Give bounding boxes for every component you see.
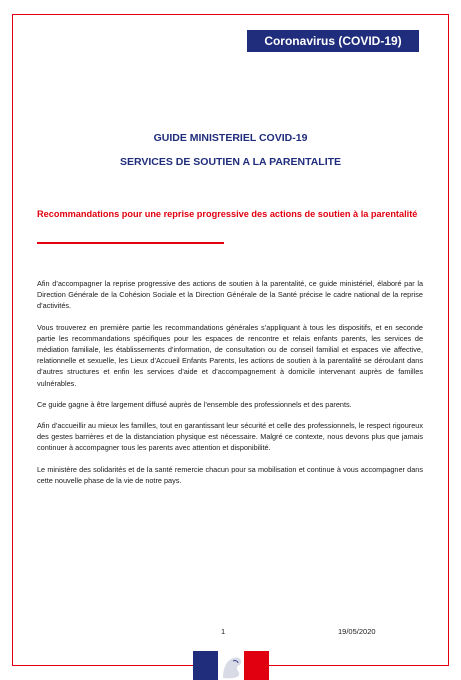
paragraph-1: Afin d’accompagner la reprise progressive des actions de soutien à la parentalité, ce guide ministériel, élaboré par la Direction Générale de la Cohésion Sociale et la Direction Générale de la Santé précise le cadre national de la reprise d’activités.	[37, 279, 423, 311]
document-date: 19/05/2020	[338, 627, 376, 636]
covid-badge-label: Coronavirus (COVID-19)	[264, 34, 402, 48]
title-line-2: SERVICES DE SOUTIEN A LA PARENTALITE	[119, 156, 342, 168]
document-title	[0, 126, 461, 174]
body-text	[37, 278, 423, 496]
section-heading: Recommandations pour une reprise progressive des actions de soutien à la parentalité	[37, 209, 418, 219]
title-line-1: GUIDE MINISTERIEL COVID-19	[153, 132, 308, 144]
marianne-logo-icon	[193, 651, 269, 680]
covid-badge	[247, 30, 419, 52]
paragraph-3: Ce guide gagne à être largement diffusé auprès de l’ensemble des professionnels et des parents.	[37, 399, 352, 409]
heading-underline	[37, 242, 224, 244]
paragraph-4: Afin d’accueillir au mieux les familles, tout en garantissant leur sécurité et celle des professionnels, le respect rigoureux des gestes barrières et de la distanciation physique est nécessaire. Malgré ce contexte, nous devons plus que jamais continuer à accompagner tous les parents avec attention et disponibilité.	[37, 421, 423, 453]
paragraph-5: Le ministère des solidarités et de la santé remercie chacun pour sa mobilisation et continue à vous accompagner dans cette nouvelle phase de la vie de notre pays.	[37, 464, 423, 485]
paragraph-2: Vous trouverez en première partie les recommandations générales s’appliquant à tous les dispositifs, et en seconde partie les recommandations spécifiques pour les espaces de rencontre et relais enfants parents, les services de médiation familiale, les établissements d’information, de consultation ou de conseil familial et espaces vie affective, relationnelle et sexuelle, les Lieux d’Accueil Enfants Parents, les actions de soutien à la parentalité se déroulant dans d’autres structures et enfin les services d’aide et d’accompagnement à domicile intervenant auprès de familles vulnérables.	[37, 322, 423, 388]
page-number: 1	[221, 627, 226, 636]
